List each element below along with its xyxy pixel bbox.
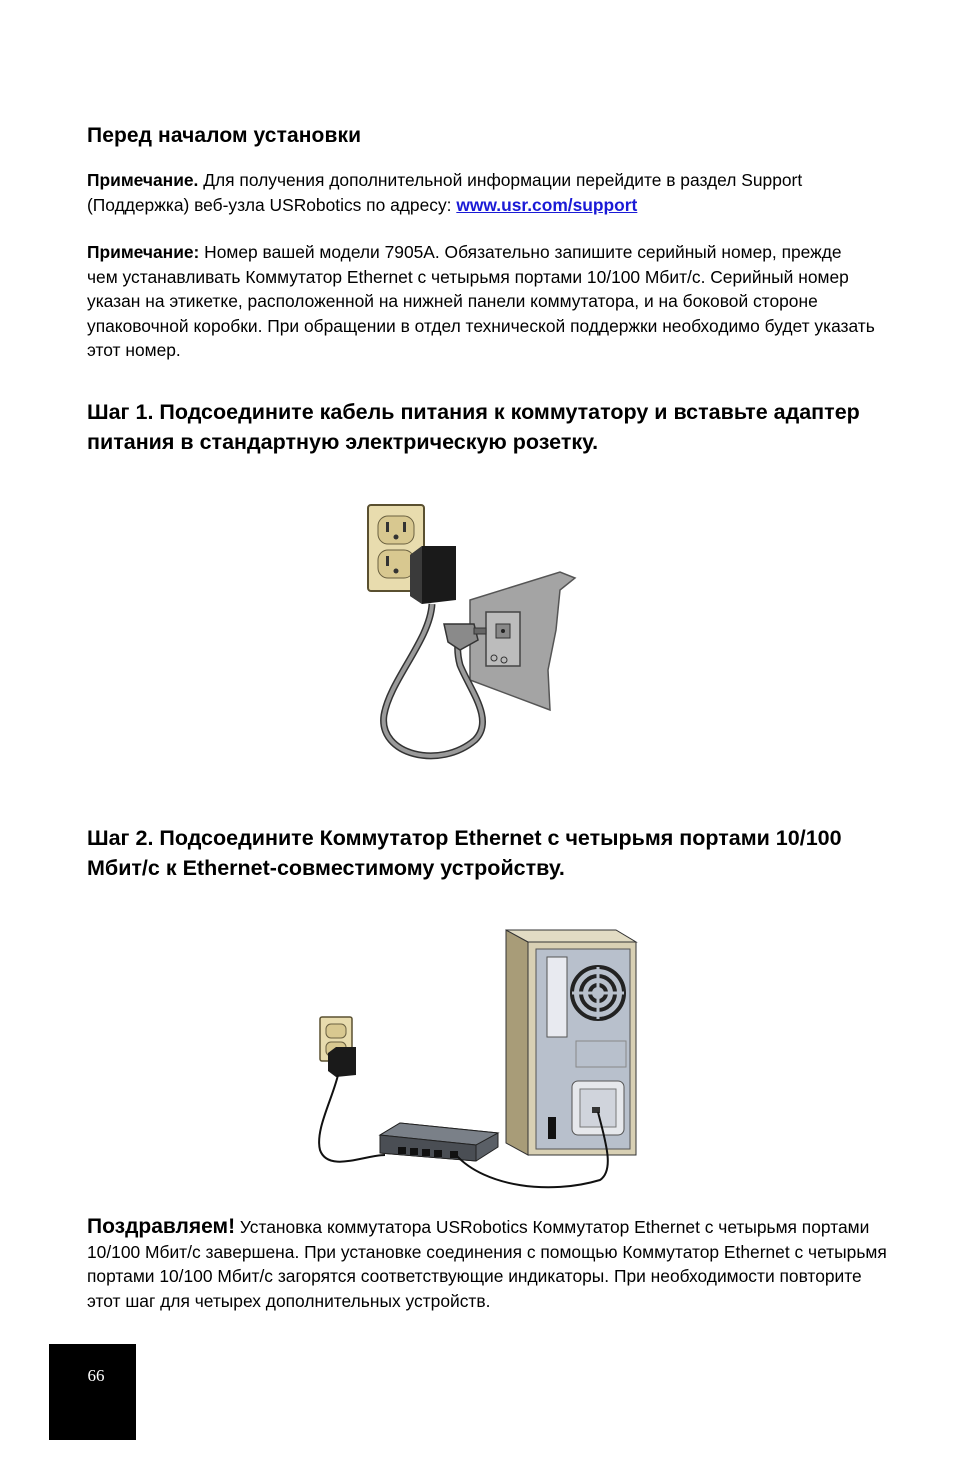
page-number-box [49, 1344, 136, 1440]
power-adapter-icon [410, 546, 456, 604]
power-connection-illustration [360, 500, 590, 775]
section-title: Перед началом установки [87, 124, 362, 147]
fan-grille-icon [572, 967, 624, 1019]
page-number: 66 [87, 1366, 105, 1385]
power-adapter-icon [328, 1047, 356, 1077]
ethernet-connection-illustration [310, 925, 645, 1200]
switch-side-panel [470, 572, 575, 710]
note-model [87, 240, 877, 363]
congrats-paragraph [87, 1215, 887, 1313]
note-label: Примечание: [87, 242, 200, 262]
pc-tower-icon [506, 930, 636, 1155]
power-cable-icon [384, 604, 486, 756]
step2-title: Шаг 2. Подсоедините Коммутатор Ethernet с четырьмя портами 10/100 Мбит/с к Ethernet-совместимому устройству. [87, 826, 842, 880]
congrats-text: Установка коммутатора USRobotics Коммутатор Ethernet с четырьмя портами 10/100 Мбит/с завершена. При установке соединения с помощью Коммутатор Ethernet с четырьмя портами 10/100 Мбит/с загорятся соответствующие индикаторы. При необходимости повторите этот шаг для четырех дополнительных устройств. [87, 1217, 887, 1311]
note-label: Примечание. [87, 170, 199, 190]
step1-title: Шаг 1. Подсоедините кабель питания к коммутатору и вставьте адаптер питания в стандартную электрическую розетку. [87, 400, 860, 454]
support-link[interactable]: www.usr.com/support [456, 194, 638, 215]
switch-device-icon [380, 1123, 498, 1161]
congrats-lead: Поздравляем! [87, 1215, 236, 1238]
note-website [87, 168, 877, 217]
note-text: Номер вашей модели 7905A. Обязательно запишите серийный номер, прежде чем устанавливать Коммутатор Ethernet с четырьмя портами 10/100 Мбит/с. Серийный номер указан на этикетке, расположенной на нижней панели коммутатора, и на боковой стороне упаковочной коробки. При обращении в отдел технической поддержки необходимо будет указать этот номер. [87, 242, 875, 360]
note-text: Для получения дополнительной информации перейдите в раздел Support (Поддержка) веб-узла USRobotics по адресу: [87, 170, 803, 215]
power-cable-icon [319, 1075, 385, 1162]
